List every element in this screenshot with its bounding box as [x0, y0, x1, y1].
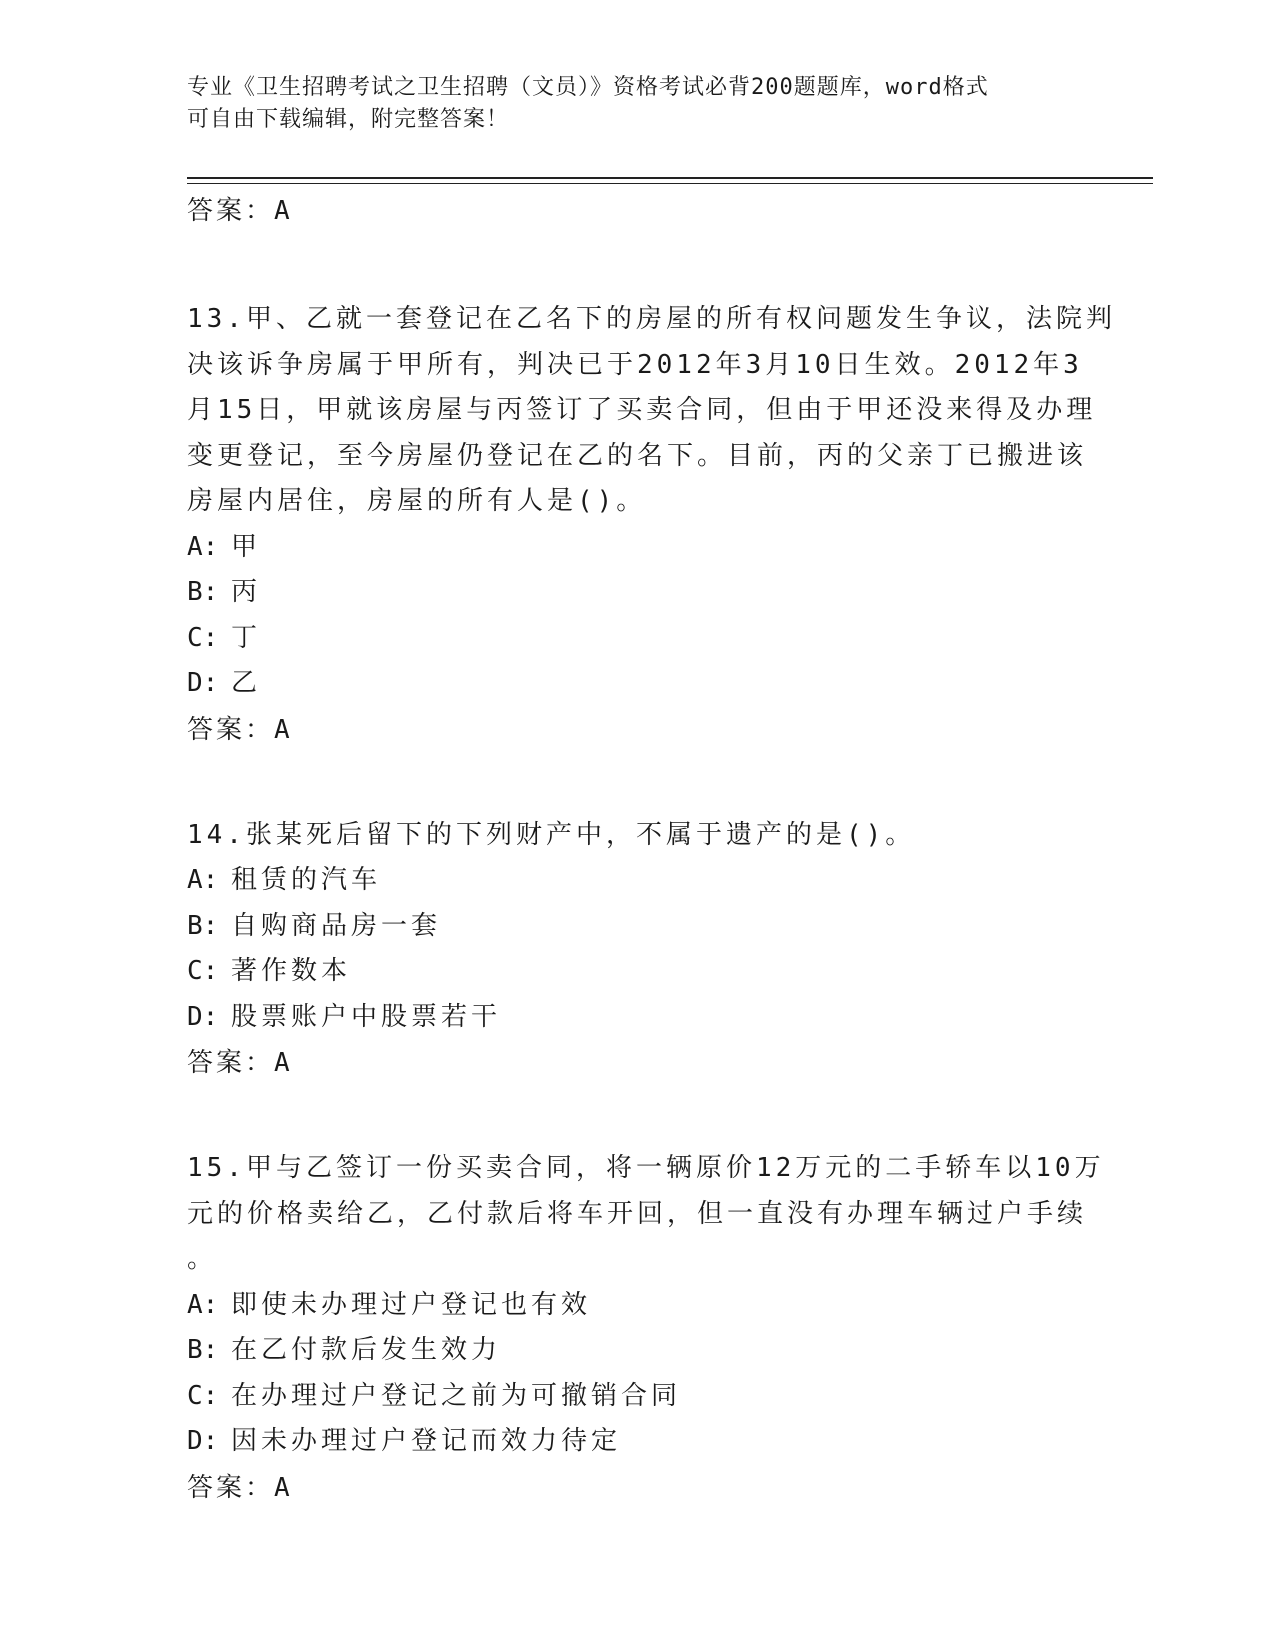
option-text: 丙 [231, 577, 262, 607]
header-line: 可自由下载编辑，附完整答案！ [187, 107, 510, 132]
question-15 [187, 1146, 1105, 1511]
spacer [187, 753, 1087, 813]
option-text: 在办理过户登记之前为可撤销合同 [231, 1380, 682, 1411]
stem-line: 。 [187, 1244, 218, 1274]
stem-line: 变更登记，至今房屋仍登记在乙的名下。目前，丙的父亲丁已搬进该 [187, 440, 1088, 471]
option-a [187, 858, 1087, 904]
header-line: 专业《卫生招聘考试之卫生招聘（文员）》资格考试必背200题题库，word格式 [187, 75, 989, 100]
question-14 [187, 813, 1087, 1087]
option-c [187, 616, 1087, 662]
header-rule-thick [187, 177, 1153, 179]
answer-line: 答案：A [187, 1472, 293, 1503]
page-header [187, 72, 1087, 136]
option-text: 乙 [231, 668, 262, 698]
question-stem [187, 813, 1087, 859]
option-text: 在乙付款后发生效力 [231, 1335, 502, 1365]
option-d [187, 661, 1087, 707]
option-letter: B: [187, 577, 219, 607]
header-rule-thin [187, 183, 1153, 184]
option-letter: B: [187, 910, 219, 941]
option-text: 丁 [231, 622, 262, 653]
option-letter: A: [187, 865, 219, 895]
stem-line: 14.张某死后留下的下列财产中，不属于遗产的是()。 [187, 819, 916, 850]
question-13 [187, 297, 1116, 753]
option-c [187, 949, 1087, 995]
option-d [187, 1419, 1087, 1465]
answer-line: 答案：A [187, 1048, 293, 1078]
option-text: 自购商品房一套 [231, 910, 442, 941]
option-c [187, 1374, 1087, 1420]
option-letter: D: [187, 1426, 219, 1456]
question-list [187, 188, 1116, 1511]
option-b [187, 1328, 1087, 1374]
question-stem [187, 1146, 1105, 1283]
answer-line: 答案：A [187, 196, 293, 226]
option-letter: A: [187, 531, 219, 562]
option-letter: C: [187, 956, 219, 986]
option-text: 即使未办理过户登记也有效 [231, 1289, 592, 1320]
option-text: 因未办理过户登记而效力待定 [231, 1426, 622, 1456]
stem-line: 元的价格卖给乙，乙付款后将车开回，但一直没有办理车辆过户手续 [187, 1198, 1088, 1229]
spacer [187, 1086, 1087, 1146]
option-letter: C: [187, 1380, 219, 1411]
spacer [187, 234, 1087, 297]
option-letter: D: [187, 1001, 219, 1032]
stem-line: 月15日，甲就该房屋与丙签订了买卖合同，但由于甲还没来得及办理 [187, 395, 1097, 425]
stem-line: 决该诉争房属于甲所有，判决已于2012年3月10日生效。2012年3 [187, 349, 1083, 380]
option-b [187, 570, 1087, 616]
stem-line: 房屋内居住，房屋的所有人是()。 [187, 486, 647, 516]
stem-line: 15.甲与乙签订一份买卖合同，将一辆原价12万元的二手轿车以10万 [187, 1153, 1105, 1183]
option-text: 著作数本 [231, 956, 352, 986]
option-text: 甲 [231, 531, 262, 562]
option-letter: B: [187, 1335, 219, 1365]
option-d [187, 995, 1087, 1041]
option-letter: A: [187, 1289, 219, 1320]
stem-line: 13.甲、乙就一套登记在乙名下的房屋的所有权问题发生争议，法院判 [187, 304, 1116, 334]
option-text: 租赁的汽车 [231, 865, 382, 895]
option-a [187, 525, 1087, 571]
option-text: 股票账户中股票若干 [231, 1001, 502, 1032]
answer-line: 答案：A [187, 714, 293, 745]
option-b [187, 904, 1087, 950]
option-letter: C: [187, 622, 219, 653]
question-stem [187, 297, 1116, 525]
option-letter: D: [187, 668, 219, 698]
option-a [187, 1283, 1087, 1329]
